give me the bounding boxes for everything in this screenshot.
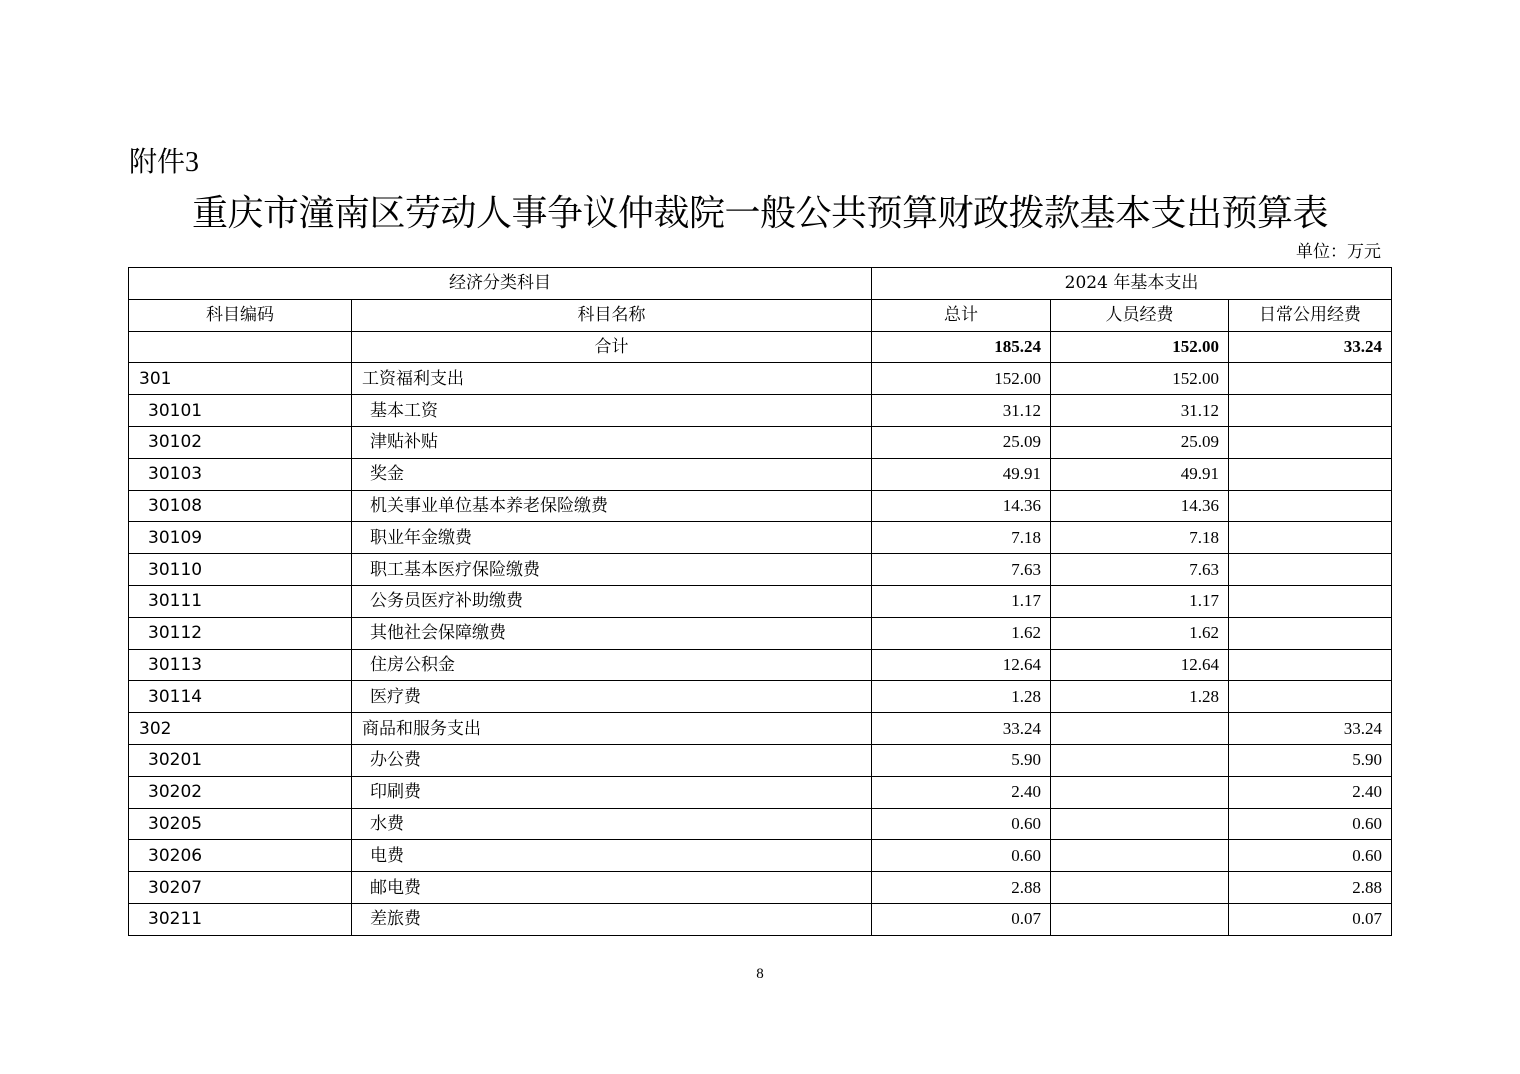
attachment-label xyxy=(129,142,199,183)
row-daily: 5.90 xyxy=(1229,744,1392,776)
row-name: 职工基本医疗保险缴费 xyxy=(352,554,872,586)
row-name: 邮电费 xyxy=(352,872,872,904)
row-personnel: 49.91 xyxy=(1051,458,1229,490)
total-code-cell xyxy=(129,331,352,363)
row-name: 电费 xyxy=(352,840,872,872)
column-header-name: 科目名称 xyxy=(352,299,872,331)
row-name: 办公费 xyxy=(352,744,872,776)
row-code: 30201 xyxy=(129,744,352,776)
attachment-text: 附件 xyxy=(129,145,186,178)
total-personnel: 152.00 xyxy=(1051,331,1229,363)
row-daily xyxy=(1229,522,1392,554)
row-total: 152.00 xyxy=(872,363,1051,395)
row-daily xyxy=(1229,363,1392,395)
row-total: 1.17 xyxy=(872,585,1051,617)
row-code: 30211 xyxy=(129,903,352,935)
row-daily: 0.07 xyxy=(1229,903,1392,935)
row-personnel xyxy=(1051,903,1229,935)
row-daily: 33.24 xyxy=(1229,713,1392,745)
row-total: 1.62 xyxy=(872,617,1051,649)
row-total: 0.60 xyxy=(872,840,1051,872)
row-personnel: 1.17 xyxy=(1051,585,1229,617)
row-daily xyxy=(1229,617,1392,649)
row-name: 津贴补贴 xyxy=(352,426,872,458)
row-code: 30202 xyxy=(129,776,352,808)
group-header-row xyxy=(129,268,1392,300)
table-row xyxy=(129,585,1392,617)
row-total: 49.91 xyxy=(872,458,1051,490)
row-total: 7.63 xyxy=(872,554,1051,586)
column-header-daily: 日常公用经费 xyxy=(1229,299,1392,331)
row-daily xyxy=(1229,426,1392,458)
row-personnel: 152.00 xyxy=(1051,363,1229,395)
economic-classification-header: 经济分类科目 xyxy=(129,268,872,300)
row-personnel: 7.63 xyxy=(1051,554,1229,586)
row-code: 301 xyxy=(129,363,352,395)
table-row xyxy=(129,395,1392,427)
table-row xyxy=(129,522,1392,554)
page-number: 8 xyxy=(756,966,764,982)
table-row xyxy=(129,490,1392,522)
row-name: 医疗费 xyxy=(352,681,872,713)
total-row xyxy=(129,331,1392,363)
row-code: 30103 xyxy=(129,458,352,490)
row-name: 水费 xyxy=(352,808,872,840)
row-personnel: 14.36 xyxy=(1051,490,1229,522)
table-row xyxy=(129,840,1392,872)
row-code: 30112 xyxy=(129,617,352,649)
page-title: 重庆市潼南区劳动人事争议仲裁院一般公共预算财政拨款基本支出预算表 xyxy=(191,193,1328,234)
row-personnel xyxy=(1051,872,1229,904)
row-total: 2.40 xyxy=(872,776,1051,808)
table-row xyxy=(129,681,1392,713)
row-name: 差旅费 xyxy=(352,903,872,935)
row-daily xyxy=(1229,585,1392,617)
row-total: 7.18 xyxy=(872,522,1051,554)
row-personnel xyxy=(1051,713,1229,745)
row-daily xyxy=(1229,395,1392,427)
row-daily: 2.88 xyxy=(1229,872,1392,904)
row-code: 30205 xyxy=(129,808,352,840)
row-total: 2.88 xyxy=(872,872,1051,904)
row-personnel: 1.28 xyxy=(1051,681,1229,713)
row-code: 302 xyxy=(129,713,352,745)
row-daily: 0.60 xyxy=(1229,840,1392,872)
row-personnel: 31.12 xyxy=(1051,395,1229,427)
row-total: 0.60 xyxy=(872,808,1051,840)
total-label: 合计 xyxy=(352,331,872,363)
row-name: 商品和服务支出 xyxy=(352,713,872,745)
row-daily: 2.40 xyxy=(1229,776,1392,808)
column-header-row xyxy=(129,299,1392,331)
basic-expenditure-header: 2024 年基本支出 xyxy=(872,268,1392,300)
row-code: 30114 xyxy=(129,681,352,713)
attachment-number: 3 xyxy=(185,147,200,178)
row-code: 30109 xyxy=(129,522,352,554)
row-personnel: 1.62 xyxy=(1051,617,1229,649)
row-name: 工资福利支出 xyxy=(352,363,872,395)
row-name: 机关事业单位基本养老保险缴费 xyxy=(352,490,872,522)
row-daily xyxy=(1229,458,1392,490)
row-name: 职业年金缴费 xyxy=(352,522,872,554)
row-total: 12.64 xyxy=(872,649,1051,681)
column-header-total: 总计 xyxy=(872,299,1051,331)
row-personnel xyxy=(1051,808,1229,840)
row-daily xyxy=(1229,649,1392,681)
table-row xyxy=(129,808,1392,840)
row-name: 奖金 xyxy=(352,458,872,490)
row-daily xyxy=(1229,681,1392,713)
row-personnel: 25.09 xyxy=(1051,426,1229,458)
row-name: 印刷费 xyxy=(352,776,872,808)
table-row xyxy=(129,713,1392,745)
table-row xyxy=(129,617,1392,649)
row-code: 30110 xyxy=(129,554,352,586)
row-name: 基本工资 xyxy=(352,395,872,427)
table-row xyxy=(129,458,1392,490)
row-personnel xyxy=(1051,776,1229,808)
row-code: 30111 xyxy=(129,585,352,617)
row-code: 30206 xyxy=(129,840,352,872)
table-row xyxy=(129,363,1392,395)
column-header-code: 科目编码 xyxy=(129,299,352,331)
row-personnel xyxy=(1051,744,1229,776)
row-daily xyxy=(1229,490,1392,522)
table-row xyxy=(129,776,1392,808)
row-total: 33.24 xyxy=(872,713,1051,745)
row-daily: 0.60 xyxy=(1229,808,1392,840)
budget-table xyxy=(128,267,1392,936)
table-row xyxy=(129,744,1392,776)
row-total: 0.07 xyxy=(872,903,1051,935)
row-total: 14.36 xyxy=(872,490,1051,522)
table-row xyxy=(129,426,1392,458)
total-daily: 33.24 xyxy=(1229,331,1392,363)
column-header-personnel: 人员经费 xyxy=(1051,299,1229,331)
row-personnel xyxy=(1051,840,1229,872)
row-name: 其他社会保障缴费 xyxy=(352,617,872,649)
row-code: 30108 xyxy=(129,490,352,522)
row-name: 公务员医疗补助缴费 xyxy=(352,585,872,617)
row-personnel: 7.18 xyxy=(1051,522,1229,554)
table-row xyxy=(129,903,1392,935)
table-row xyxy=(129,872,1392,904)
total-sum: 185.24 xyxy=(872,331,1051,363)
row-total: 5.90 xyxy=(872,744,1051,776)
row-code: 30102 xyxy=(129,426,352,458)
row-code: 30101 xyxy=(129,395,352,427)
row-daily xyxy=(1229,554,1392,586)
row-name: 住房公积金 xyxy=(352,649,872,681)
row-total: 1.28 xyxy=(872,681,1051,713)
table-row xyxy=(129,554,1392,586)
row-total: 31.12 xyxy=(872,395,1051,427)
row-total: 25.09 xyxy=(872,426,1051,458)
row-personnel: 12.64 xyxy=(1051,649,1229,681)
row-code: 30113 xyxy=(129,649,352,681)
unit-label: 单位：万元 xyxy=(1296,242,1381,262)
table-row xyxy=(129,649,1392,681)
row-code: 30207 xyxy=(129,872,352,904)
